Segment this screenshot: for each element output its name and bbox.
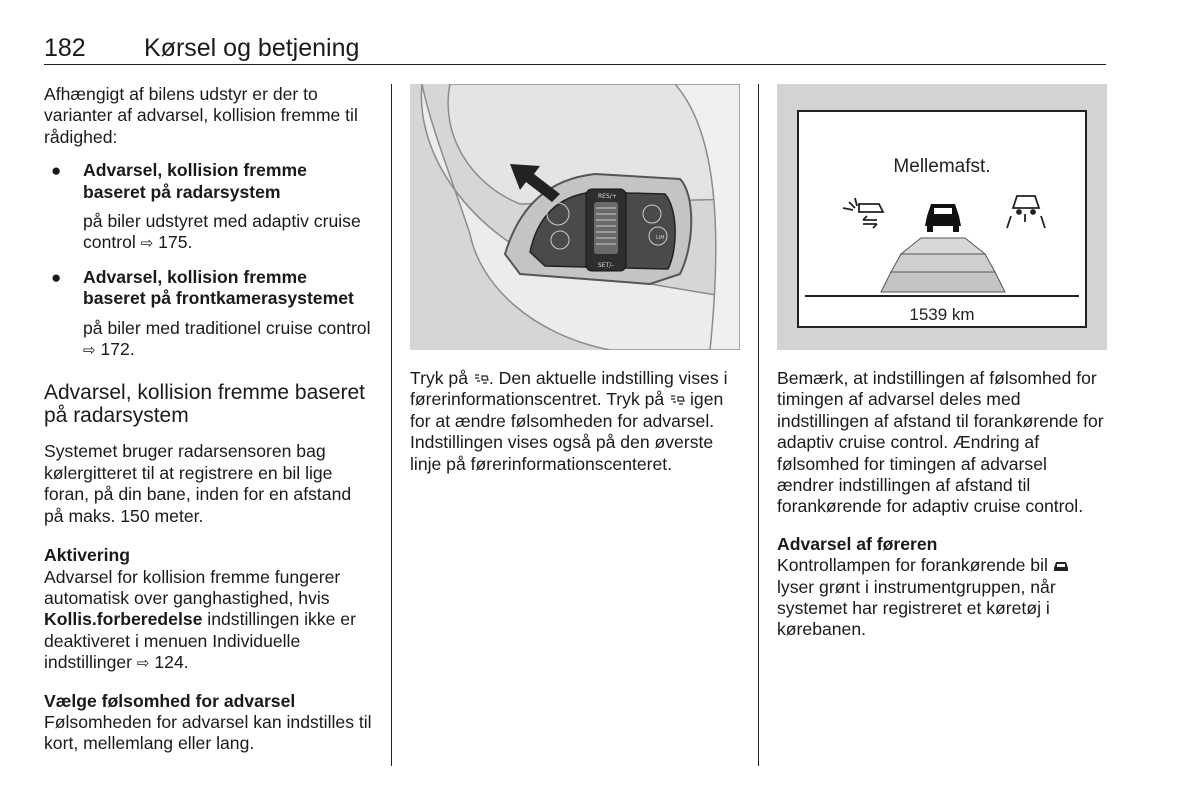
bullet-dot-icon: ● (51, 267, 62, 287)
driver-warning-paragraph: Kontrollampen for forankørende bil lyser grønt i instrumentgruppen, når systemet har registreret et køretøj i kørebanen. (777, 555, 1107, 641)
bullet-item-camera (44, 267, 374, 362)
display-graphic (799, 112, 1085, 326)
sensitivity-paragraph: Følsomheden for advarsel kan indstilles til kort, mellemlang eller lang. (44, 711, 372, 754)
display-setting-label: Mellemafst. (893, 156, 991, 177)
section-heading: Advarsel, kollision fremme baseret på radarsystem (44, 381, 365, 428)
column-left (44, 84, 374, 755)
bullet-title: Advarsel, kollision fremme baseret på radarsystem (83, 160, 307, 202)
following-distance-icon (473, 373, 489, 385)
vehicle-ahead-icon (925, 204, 961, 232)
cross-reference-arrow-icon: ⇨ (136, 655, 150, 673)
section-title: Kørsel og betjening (144, 34, 360, 62)
column-divider-right (758, 84, 759, 766)
res-button-label: RES/+ (598, 193, 617, 200)
vehicle-ahead-icon (1053, 560, 1069, 572)
column-right (777, 84, 1107, 641)
sensitivity-heading: Vælge følsomhed for advarsel (44, 690, 296, 711)
following-distance-icon (669, 394, 685, 406)
page-header (44, 34, 1106, 65)
bullet-title: Advarsel, kollision fremme baseret på frontkamerasystemet (83, 266, 354, 309)
steering-wheel-drawing (410, 84, 740, 350)
intro-paragraph: Afhængigt af bilens udstyr er der to varianter af advarsel, kollision fremme til rådighed: (44, 84, 358, 147)
steering-caption: Tryk på . Den aktuelle indstilling vises i førerinformationscentret. Tryk på igen for at ændre følsomheden for advarsel. Indstillingen vises også på den øverste linje på førerinformationscenteret. (410, 368, 728, 474)
collision-alert-icon (843, 198, 883, 228)
driver-info-display-illustration (777, 84, 1107, 350)
menu-option-name: Kollis.forberedelse (44, 609, 203, 630)
cross-reference-arrow-icon: ⇨ (83, 342, 96, 360)
page-reference: 175. (158, 232, 193, 253)
set-button-label: SET/– (598, 262, 615, 269)
bullet-text: på biler med traditionel cruise control ⇨ 172. (83, 317, 371, 360)
driver-warning-heading: Advarsel af føreren (777, 533, 938, 554)
odometer-readout: 1539 km (909, 305, 975, 324)
activation-paragraph: Advarsel for kollision fremme fungerer automatisk over ganghastighed, hvis Kollis.forberedelse indstillingen ikke er deaktiveret i menuen Individuelle indstillinger ⇨ 124. (44, 566, 356, 673)
page-reference: 124. (154, 652, 189, 673)
page-reference: 172. (100, 339, 135, 360)
lane-departure-icon (1007, 196, 1045, 228)
sensitivity-note: Bemærk, at indstillingen af følsomhed for timingen af advarsel deles med indstillingen af afstand til forankørende for adaptiv cruise control. Ændring af følsomhed for timingen af advarsel ændrer indstillingen af afstand til forankørende for adaptiv cruise control. (777, 368, 1104, 517)
column-middle (410, 84, 740, 475)
activation-heading: Aktivering (44, 545, 131, 566)
lim-button-label: LIM (656, 235, 665, 241)
bullet-item-radar (44, 160, 374, 255)
radar-description: Systemet bruger radarsensoren bag kølergitteret til at registrere en bil lige foran, på din bane, inden for en afstand på maks. 150 meter. (44, 441, 352, 526)
column-divider-left (391, 84, 392, 766)
display-screen (797, 110, 1087, 328)
bullet-text: på biler udstyret med adaptiv cruise control ⇨ 175. (83, 211, 361, 253)
cross-reference-arrow-icon: ⇨ (140, 235, 154, 253)
page-number: 182 (44, 34, 86, 62)
bullet-dot-icon: ● (51, 161, 62, 181)
steering-wheel-illustration (410, 84, 740, 350)
